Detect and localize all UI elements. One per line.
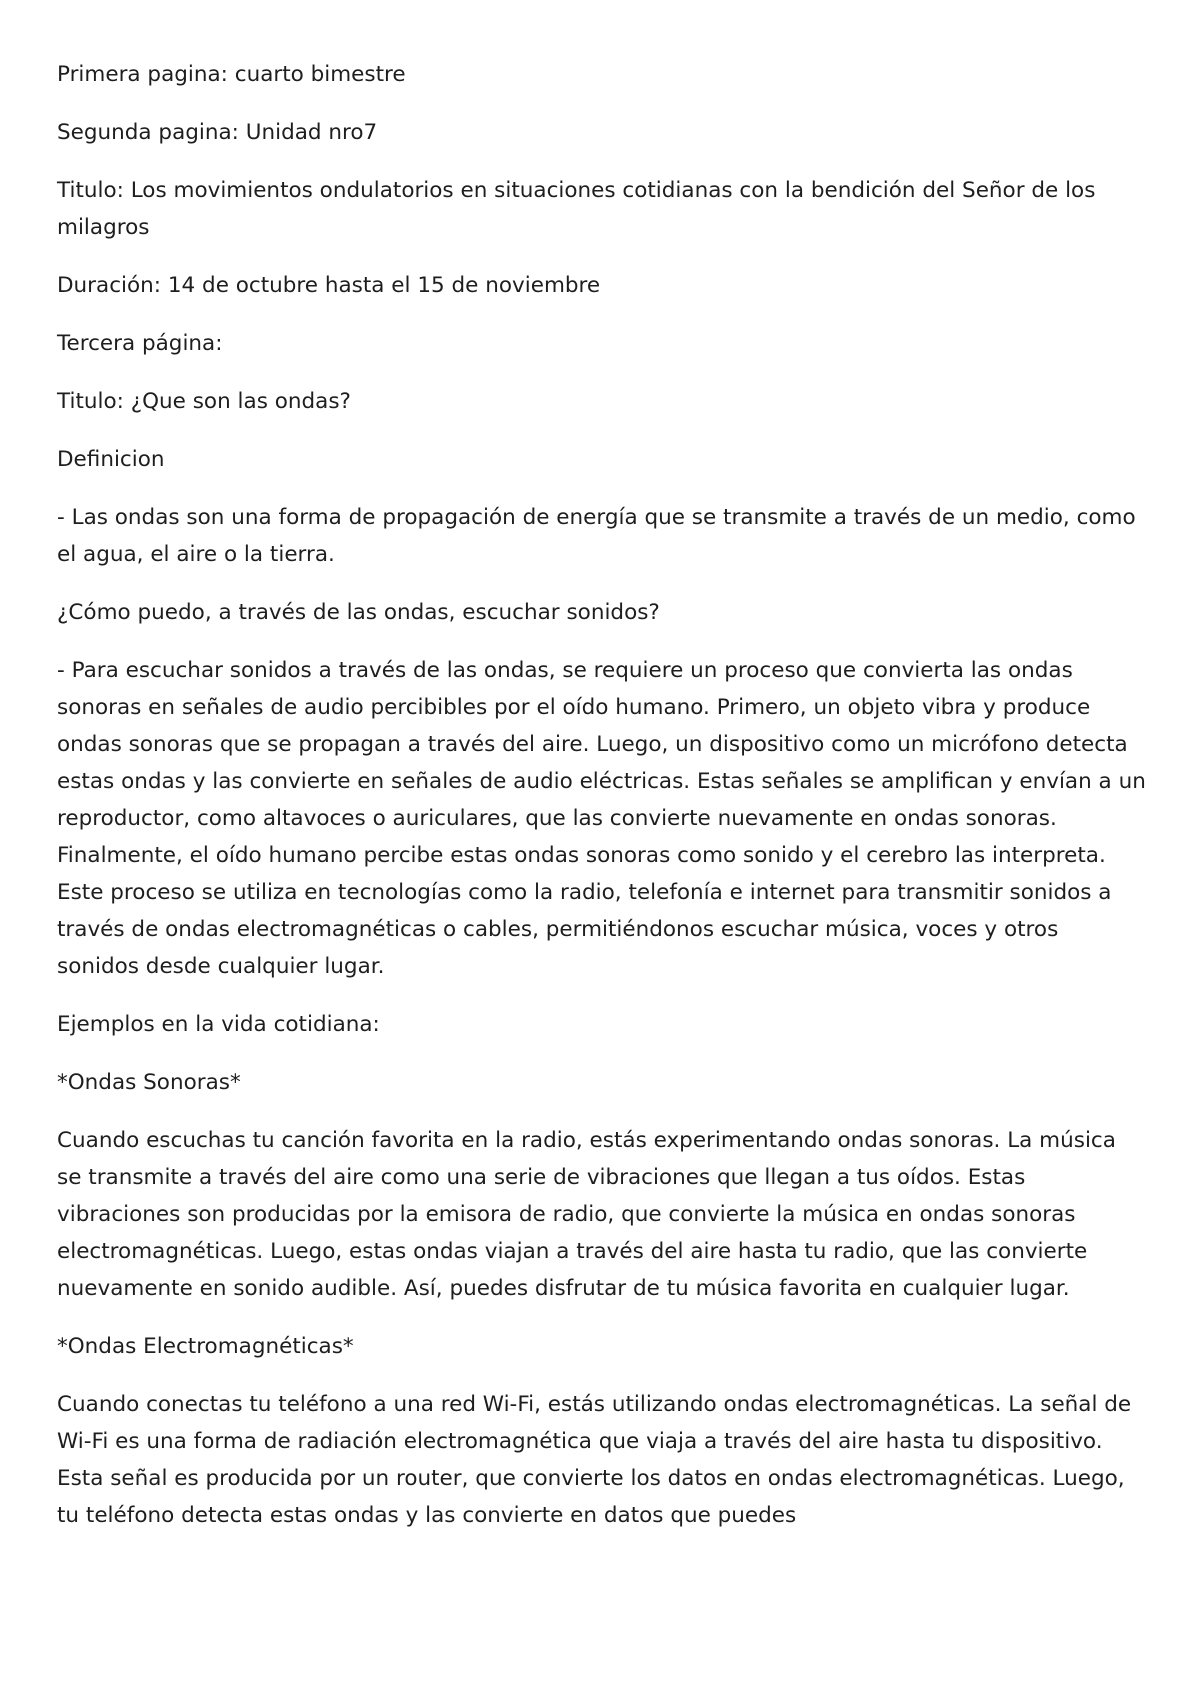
- sound-waves-paragraph: Cuando escuchas tu canción favorita en la radio, estás experimentando ondas sonoras. La música se transmite a través del aire como una serie de vibraciones que llegan a tus oídos. Estas vibraciones son producidas por la emisora de radio, que convierte la música en ondas sonoras electromagnéticas. Luego, estas ondas viajan a través del aire hasta tu radio, que las convierte nuevamente en sonido audible. Así, puedes disfrutar de tu música favorita en cualquier lugar.: [57, 1128, 1116, 1301]
- electromagnetic-waves-heading: *Ondas Electromagnéticas*: [57, 1334, 354, 1359]
- hearing-question: ¿Cómo puedo, a través de las ondas, escuchar sonidos?: [57, 600, 660, 625]
- examples-heading: Ejemplos en la vida cotidiana:: [57, 1012, 380, 1037]
- duration-line: Duración: 14 de octubre hasta el 15 de noviembre: [57, 273, 601, 298]
- hearing-answer-paragraph: - Para escuchar sonidos a través de las ondas, se requiere un proceso que convierta las ondas sonoras en señales de audio percibibles por el oído humano. Primero, un objeto vibra y produce ondas sonoras que se propagan a través del aire. Luego, un dispositivo como un micrófono detecta estas ondas y las convierte en señales de audio eléctricas. Estas señales se amplifican y envían a un reproductor, como altavoces o auriculares, que las convierte nuevamente en ondas sonoras. Finalmente, el oído humano percibe estas ondas sonoras como sonido y el cerebro las interpreta. Este proceso se utiliza en tecnologías como la radio, telefonía e internet para transmitir sonidos a través de ondas electromagnéticas o cables, permitiéndonos escuchar música, voces y otros sonidos desde cualquier lugar.: [57, 658, 1146, 979]
- waves-title: Titulo: ¿Que son las ondas?: [57, 389, 351, 414]
- electromagnetic-waves-paragraph: Cuando conectas tu teléfono a una red Wi-Fi, estás utilizando ondas electromagnéticas. La señal de Wi-Fi es una forma de radiación electromagnética que viaja a través del aire hasta tu dispositivo. Esta señal es producida por un router, que convierte los datos en ondas electromagnéticas. Luego, tu teléfono detecta estas ondas y las convierte en datos que puedes: [57, 1392, 1132, 1528]
- first-page-line: Primera pagina: cuarto bimestre: [57, 62, 406, 87]
- third-page-line: Tercera página:: [57, 331, 223, 356]
- definition-heading: Definicion: [57, 447, 165, 472]
- unit-title: Titulo: Los movimientos ondulatorios en situaciones cotidianas con la bendición del Señor de los milagros: [57, 178, 1096, 240]
- sound-waves-heading: *Ondas Sonoras*: [57, 1070, 241, 1095]
- definition-paragraph: - Las ondas son una forma de propagación de energía que se transmite a través de un medio, como el agua, el aire o la tierra.: [57, 505, 1136, 567]
- document-body: [57, 56, 1147, 1555]
- second-page-line: Segunda pagina: Unidad nro7: [57, 120, 378, 145]
